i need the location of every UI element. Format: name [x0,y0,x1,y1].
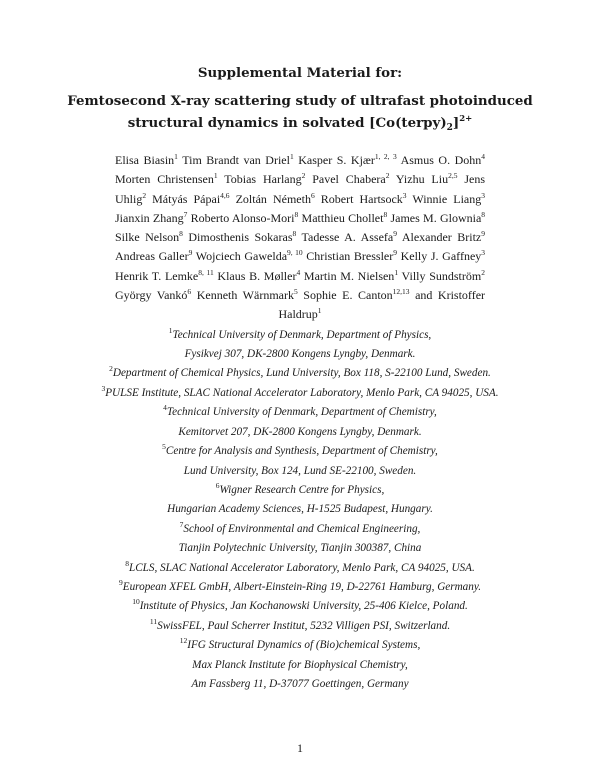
affiliation-number: 9 [118,577,123,587]
author-name: György Vankó [115,288,188,303]
author [115,211,187,225]
supplemental-label: Supplemental Material for: [197,65,403,81]
affiliation-number: 6 [215,480,220,490]
affiliation-line [0,675,600,694]
affiliation-line [0,403,600,422]
title-line-1: Femtosecond X-ray scattering study of ultrafast photoinduced [67,93,533,109]
affiliation-line [0,578,600,597]
author [302,211,388,225]
author-name: Alexander Britz [401,230,482,245]
affiliation-line [0,481,600,500]
author-affiliation-marker: 7 [183,209,188,219]
author-name: Wojciech Gawelda [195,249,288,264]
author-name: Tadesse A. Assefa [301,230,394,245]
author [191,211,299,225]
author [197,288,298,302]
author [303,288,409,302]
author-affiliation-marker: 2,5 [448,171,458,181]
author-name: Elisa Biasin [115,153,175,167]
title-line-2: structural dynamics in solvated $[Co(terpy)_2]^{2+}$ [127,114,473,133]
paper-title [0,90,600,139]
author-affiliation-marker: 9, 10 [287,248,303,258]
affiliation [0,636,600,694]
affiliation-line [0,442,600,461]
author-affiliation-marker: 3 [481,190,485,200]
affiliation-number: 5 [162,442,166,452]
affiliation-line [0,364,600,383]
affiliation-line [0,656,600,675]
author [152,192,229,206]
author-name: Roberto Alonso-Mori [190,210,295,225]
affiliation-text: Fysikvej 307, DK-2800 Kongens Lyngby, Denmark. [184,348,416,361]
author-name: Matthieu Chollet [301,210,384,225]
author-name: Kristoffer Haldrup [278,288,486,322]
affiliation-text: School of Environmental and Chemical Engineering, [183,522,421,535]
author [312,172,389,186]
author-affiliation-marker: 3 [402,190,407,200]
affiliation-text: Lund University, Box 124, Lund SE-22100, Sweden. [183,464,417,477]
affiliation [0,442,600,481]
author-affiliation-marker: 6 [187,287,192,297]
author-affiliation-marker: 8, 11 [198,267,214,277]
author-affiliation-marker: 1 [174,152,178,161]
author [302,230,398,244]
author-name: Pavel Chabera [312,172,386,187]
author-affiliation-marker: 1 [317,306,322,316]
author-affiliation-marker: 2 [142,190,147,200]
author [304,269,398,283]
author [390,211,485,225]
affiliation-line [0,462,600,481]
affiliation [0,403,600,442]
affiliation [0,326,600,365]
author-affiliation-marker: 6 [310,190,315,200]
author-name: Zoltán Németh [235,191,311,206]
affiliation-text: Max Planck Institute for Biophysical Chemistry, [192,658,408,671]
affiliation-line [0,423,600,442]
affiliation-line [0,617,600,636]
author-name: Martin M. Nielsen [303,268,395,283]
author [217,269,300,283]
author-affiliation-marker: 8 [179,229,183,239]
author-list [115,151,485,325]
affiliation-number: 2 [109,364,113,374]
author [115,230,183,244]
affiliation-text: Hungarian Academy Sciences, H-1525 Budapest, Hungary. [167,503,433,516]
author [188,230,296,244]
affiliation-number: 12 [179,636,188,646]
author-name: Henrik T. Lemke [115,268,199,283]
author-affiliation-marker: 4 [296,267,301,277]
affiliation-line [0,520,600,539]
author-name: Kasper S. Kjær [298,153,375,167]
author [182,153,294,167]
author-name: Mátyás Pápai [152,191,221,206]
author-name: Jianxin Zhang [115,210,184,225]
author-affiliation-marker: 8 [292,229,297,239]
affiliation-number: 10 [132,597,140,607]
affiliation-number: 1 [168,325,173,335]
affiliation-number: 3 [101,383,106,393]
author-name: Villy Sundström [401,268,482,283]
affiliation-text: Kemitorvet 207, DK-2800 Kongens Lyngby, Denmark. [178,425,422,438]
affiliation-line [0,345,600,364]
affiliation [0,578,600,597]
affiliation-text: Technical University of Denmark, Department of Physics, [172,328,432,341]
author-name: Jens Uhlig [115,172,486,206]
author [402,269,485,283]
affiliation-text: Department of Chemical Physics, Lund University, Box 118, S-22100 Lund, Sweden. [112,367,491,380]
author-affiliation-marker: 9 [393,229,397,239]
author-name: Andreas Galler [115,249,189,264]
author-affiliation-marker: 2 [481,267,485,277]
affiliation-line [0,597,600,616]
affiliation-list [0,326,600,695]
affiliation-text: European XFEL GmbH, Albert-Einstein-Ring 19, D-22761 Hamburg, Germany. [122,580,482,593]
author-affiliation-marker: 2 [301,171,306,181]
author-affiliation-marker: 1 [213,171,218,181]
affiliation-text: Technical University of Denmark, Department of Chemistry, [166,406,437,419]
author-name: Kenneth Wärnmark [196,288,294,303]
author [115,153,178,167]
affiliation [0,481,600,520]
author-name: Tim Brandt van Driel [182,153,290,167]
affiliation-text: PULSE Institute, SLAC National Accelerator Laboratory, Menlo Park, CA 94025, USA. [105,386,499,399]
affiliation [0,559,600,578]
affiliation-text: Institute of Physics, Jan Kochanowski University, 25-406 Kielce, Poland. [139,600,468,613]
author-name: Dimosthenis Sokaras [188,230,293,245]
author [401,153,485,167]
author [298,153,396,167]
author-name: Christian Bressler [306,249,394,264]
affiliation-text: Wigner Research Centre for Physics, [219,483,385,496]
author [306,249,397,263]
affiliation [0,617,600,636]
affiliation [0,597,600,616]
author [401,249,485,263]
author [396,172,458,186]
affiliation-line [0,539,600,558]
author-name: Yizhu Liu [395,172,449,187]
author [412,192,485,206]
affiliation-text: SwissFEL, Paul Scherrer Institut, 5232 Villigen PSI, Switzerland. [157,619,451,632]
author-name: Klaus B. Møller [217,268,297,283]
author [115,288,191,302]
author-affiliation-marker: 12,13 [392,287,410,297]
author-affiliation-marker: 4,6 [220,190,230,200]
author-affiliation-marker: 8 [294,209,299,219]
author [321,192,407,206]
author [115,172,218,186]
author [196,249,303,263]
author [236,192,315,206]
affiliation-line [0,636,600,655]
affiliation [0,364,600,383]
affiliation-number: 4 [163,403,167,413]
affiliation-number: 11 [149,616,158,626]
author-name: Morten Christensen [115,172,214,187]
author-name: Winnie Liang [412,191,482,206]
author-affiliation-marker: 2 [385,171,390,181]
author-affiliation-marker: 9 [188,248,193,258]
author-affiliation-marker: 3 [481,248,486,258]
author [402,230,485,244]
author-affiliation-marker: 9 [481,229,485,239]
author-join-word: and [415,288,438,303]
author-name: Silke Nelson [115,230,180,245]
affiliation-text: IFG Structural Dynamics of (Bio)chemical Systems, [187,639,421,652]
affiliation [0,520,600,559]
author-affiliation-marker: 1 [289,152,294,161]
author-affiliation-marker: 9 [393,248,397,258]
affiliation-text: Tianjin Polytechnic University, Tianjin 300387, China [178,542,422,555]
affiliation-text: Centre for Analysis and Synthesis, Department of Chemistry, [165,445,438,458]
affiliation-line [0,326,600,345]
author-affiliation-marker: 8 [383,209,388,219]
affiliation-line [0,559,600,578]
author-name: Kelly J. Gaffney [400,249,482,264]
page-number: 1 [297,741,303,755]
author-name: James M. Glownia [390,210,482,225]
affiliation [0,384,600,403]
author-affiliation-marker: 5 [293,287,298,297]
author-affiliation-marker: 4 [481,152,486,161]
affiliation-number: 7 [179,519,184,529]
author-name: Sophie E. Canton [303,288,393,303]
affiliation-line [0,384,600,403]
author [224,172,305,186]
author-affiliation-marker: 1 [394,267,399,277]
affiliation-line [0,500,600,519]
affiliation-text: LCLS, SLAC National Accelerator Laboratory, Menlo Park, CA 94025, USA. [128,561,475,574]
author-affiliation-marker: 8 [481,209,486,219]
affiliation-number: 8 [125,558,129,568]
author [115,269,214,283]
author-name: Robert Hartsock [320,191,403,206]
author [115,249,192,263]
affiliation-text: Am Fassberg 11, D-37077 Goettingen, Germany [191,677,409,690]
author-affiliation-marker: 1, 2, 3 [374,152,397,161]
author-name: Tobias Harlang [224,172,302,187]
author-name: Asmus O. Dohn [400,153,482,167]
